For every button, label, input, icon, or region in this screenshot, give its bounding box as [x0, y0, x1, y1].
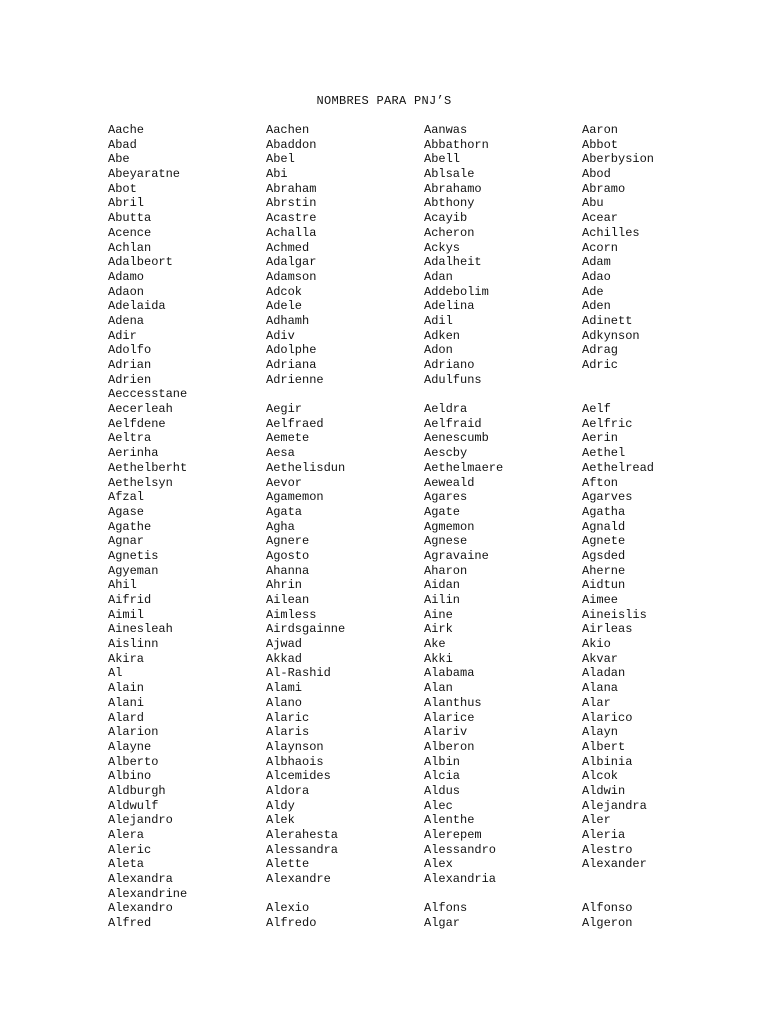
- name-cell: Aleric: [108, 842, 152, 857]
- name-cell: Agathe: [108, 519, 152, 534]
- name-cell: Ake: [424, 637, 446, 652]
- name-cell: Abu: [582, 196, 604, 211]
- table-row: [108, 476, 740, 491]
- name-cell: Ablsale: [424, 167, 475, 182]
- name-cell: Abramo: [582, 181, 626, 196]
- name-cell: Alexander: [582, 857, 647, 872]
- table-row: [108, 681, 740, 696]
- name-cell: Acorn: [582, 240, 619, 255]
- name-cell: Aevor: [266, 475, 303, 490]
- name-cell: Alejandro: [108, 813, 173, 828]
- name-cell: Aldy: [266, 798, 295, 813]
- name-cell: [424, 387, 582, 402]
- name-cell: Alaric: [266, 710, 310, 725]
- name-cell: Adalbeort: [108, 255, 173, 270]
- name-cell: Acastre: [266, 211, 317, 226]
- name-cell: Alayne: [108, 739, 152, 754]
- name-cell: Alera: [108, 828, 145, 842]
- name-cell: Al: [108, 666, 123, 681]
- name-cell: Aimee: [582, 593, 619, 607]
- name-cell: Adelina: [424, 299, 475, 314]
- name-cell: Aeltra: [108, 431, 152, 446]
- name-cell: Abe: [108, 152, 130, 167]
- name-cell: Abad: [108, 137, 137, 152]
- name-cell: Abeyaratne: [108, 167, 181, 182]
- name-cell: Airk: [424, 622, 453, 637]
- name-cell: Ailean: [266, 593, 310, 607]
- table-row: [108, 431, 740, 446]
- name-cell: Agha: [266, 519, 295, 534]
- name-cell: Aberbysion: [582, 152, 655, 167]
- name-cell: Achlan: [108, 240, 152, 255]
- name-cell: Aethelmaere: [424, 460, 504, 475]
- name-cell: Albino: [108, 769, 152, 784]
- table-row: [108, 490, 740, 505]
- table-row: [108, 461, 740, 476]
- table-row: [108, 887, 740, 902]
- name-cell: [582, 373, 740, 388]
- table-row: [108, 196, 740, 211]
- name-cell: Akio: [582, 637, 611, 652]
- name-cell: Aidtun: [582, 578, 626, 593]
- table-row: [108, 843, 740, 858]
- names-table: [108, 123, 740, 931]
- table-row: [108, 343, 740, 358]
- name-cell: Adamson: [266, 269, 317, 284]
- name-cell: Adriana: [266, 358, 317, 372]
- name-cell: Agarves: [582, 490, 633, 505]
- name-cell: Alaris: [266, 725, 310, 740]
- name-cell: Agate: [424, 504, 461, 519]
- name-cell: Adolphe: [266, 343, 317, 358]
- name-cell: Algar: [424, 916, 461, 931]
- name-cell: Adele: [266, 299, 303, 314]
- name-cell: Alfredo: [266, 916, 317, 931]
- name-cell: Airdsgainne: [266, 622, 346, 637]
- name-cell: Ainesleah: [108, 622, 173, 637]
- name-cell: Albert: [582, 739, 626, 754]
- name-cell: Aden: [582, 299, 611, 314]
- name-cell: Adolfo: [108, 343, 152, 358]
- name-cell: Alard: [108, 710, 145, 725]
- name-cell: Abrstin: [266, 196, 317, 211]
- name-cell: Alessandro: [424, 842, 497, 857]
- name-cell: Alec: [424, 798, 453, 813]
- name-cell: Aladan: [582, 666, 626, 681]
- name-cell: Acear: [582, 211, 619, 226]
- name-cell: Akki: [424, 651, 453, 666]
- name-cell: Achilles: [582, 225, 640, 240]
- table-row: [108, 593, 740, 608]
- name-cell: [582, 872, 740, 887]
- name-cell: Aethelsyn: [108, 475, 173, 490]
- name-cell: Adalheit: [424, 255, 482, 270]
- table-row: [108, 622, 740, 637]
- name-cell: Agnere: [266, 534, 310, 549]
- name-cell: Agmemon: [424, 519, 475, 534]
- name-cell: Agnete: [582, 534, 626, 549]
- name-cell: Adam: [582, 255, 611, 270]
- name-cell: Acheron: [424, 225, 475, 240]
- name-cell: Alfred: [108, 916, 152, 931]
- name-cell: [582, 887, 740, 902]
- name-cell: Albinia: [582, 754, 633, 769]
- table-row: [108, 799, 740, 814]
- name-cell: Aemete: [266, 431, 310, 446]
- name-cell: Acayib: [424, 211, 468, 226]
- table-row: [108, 652, 740, 667]
- table-row: [108, 446, 740, 461]
- name-cell: Adaon: [108, 284, 145, 299]
- name-cell: Afzal: [108, 490, 145, 505]
- name-cell: Alenthe: [424, 813, 475, 828]
- name-cell: Abaddon: [266, 137, 317, 152]
- name-cell: Aldwin: [582, 783, 626, 798]
- table-row: [108, 857, 740, 872]
- name-cell: Aescby: [424, 446, 468, 461]
- name-cell: Alar: [582, 695, 611, 710]
- name-cell: [582, 387, 740, 402]
- name-cell: Agsded: [582, 548, 626, 563]
- table-row: [108, 564, 740, 579]
- name-cell: Ahil: [108, 578, 137, 593]
- name-cell: Adamo: [108, 269, 145, 284]
- name-cell: Adric: [582, 358, 619, 372]
- name-cell: Ackys: [424, 240, 461, 255]
- name-cell: Akvar: [582, 651, 619, 666]
- table-row: [108, 769, 740, 784]
- name-cell: Adiv: [266, 328, 295, 343]
- name-cell: Alcemides: [266, 769, 331, 784]
- table-row: [108, 241, 740, 256]
- name-cell: Addebolim: [424, 284, 489, 299]
- name-cell: Alberon: [424, 739, 475, 754]
- table-row: [108, 123, 740, 138]
- name-cell: Ahrin: [266, 578, 303, 593]
- name-cell: Alexandria: [424, 872, 497, 887]
- name-cell: Alerahesta: [266, 828, 339, 842]
- name-cell: Agatha: [582, 504, 626, 519]
- name-cell: Aelfric: [582, 416, 633, 431]
- name-cell: Alberto: [108, 754, 159, 769]
- table-row: [108, 608, 740, 623]
- name-cell: Aleta: [108, 857, 145, 872]
- name-cell: Adkynson: [582, 328, 640, 343]
- table-row: [108, 740, 740, 755]
- name-cell: Alaynson: [266, 739, 324, 754]
- table-row: [108, 255, 740, 270]
- name-cell: Alain: [108, 681, 145, 696]
- name-cell: Alex: [424, 857, 453, 872]
- name-cell: Alabama: [424, 666, 475, 681]
- table-row: [108, 226, 740, 241]
- name-cell: Aldburgh: [108, 783, 166, 798]
- name-cell: Aethelread: [582, 460, 655, 475]
- name-cell: Alexandre: [266, 872, 331, 887]
- name-cell: Adhamh: [266, 313, 310, 328]
- name-cell: Ade: [582, 284, 604, 299]
- name-cell: Agata: [266, 504, 303, 519]
- name-cell: Albin: [424, 754, 461, 769]
- table-row: [108, 828, 740, 843]
- name-cell: Abutta: [108, 211, 152, 226]
- name-cell: Adcok: [266, 284, 303, 299]
- name-cell: Aldus: [424, 783, 461, 798]
- name-cell: Aethelberht: [108, 460, 188, 475]
- name-cell: Aelfdene: [108, 416, 166, 431]
- table-row: [108, 505, 740, 520]
- name-cell: Adir: [108, 328, 137, 343]
- name-cell: Adelaida: [108, 299, 166, 314]
- table-row: [108, 329, 740, 344]
- name-cell: Agnar: [108, 534, 145, 549]
- name-cell: Abi: [266, 167, 288, 182]
- table-row: [108, 711, 740, 726]
- name-cell: Aeweald: [424, 475, 475, 490]
- table-row: [108, 373, 740, 388]
- name-cell: Aesa: [266, 446, 295, 461]
- name-cell: Aachen: [266, 123, 310, 137]
- name-cell: Alarice: [424, 710, 475, 725]
- name-cell: Adulfuns: [424, 372, 482, 387]
- table-row: [108, 755, 740, 770]
- name-cell: Aherne: [582, 563, 626, 578]
- name-cell: Adalgar: [266, 255, 317, 270]
- name-cell: Aenescumb: [424, 431, 489, 446]
- name-cell: Alek: [266, 813, 295, 828]
- name-cell: Abel: [266, 152, 295, 167]
- name-cell: Alana: [582, 681, 619, 696]
- name-cell: Alcok: [582, 769, 619, 784]
- table-row: [108, 520, 740, 535]
- name-cell: Alcia: [424, 769, 461, 784]
- name-cell: Aidan: [424, 578, 461, 593]
- name-cell: Abbot: [582, 137, 619, 152]
- name-cell: Agamemon: [266, 490, 324, 505]
- name-cell: Alanthus: [424, 695, 482, 710]
- name-cell: Aelf: [582, 402, 611, 417]
- name-cell: Alarico: [582, 710, 633, 725]
- name-cell: Aache: [108, 123, 145, 137]
- table-row: [108, 314, 740, 329]
- name-cell: Adon: [424, 343, 453, 358]
- table-row: [108, 402, 740, 417]
- name-cell: Ajwad: [266, 637, 303, 652]
- name-cell: Alette: [266, 857, 310, 872]
- name-cell: Aecerleah: [108, 402, 173, 417]
- name-cell: Aldora: [266, 783, 310, 798]
- table-row: [108, 299, 740, 314]
- name-cell: [266, 387, 424, 402]
- table-row: [108, 916, 740, 931]
- name-cell: Aislinn: [108, 637, 159, 652]
- name-cell: [266, 887, 424, 902]
- name-cell: Aimil: [108, 607, 145, 622]
- table-row: [108, 534, 740, 549]
- name-cell: Abot: [108, 181, 137, 196]
- table-row: [108, 182, 740, 197]
- table-row: [108, 637, 740, 652]
- name-cell: Adrian: [108, 358, 152, 372]
- table-row: [108, 784, 740, 799]
- name-cell: Agosto: [266, 548, 310, 563]
- name-cell: Aerinha: [108, 446, 159, 461]
- name-cell: Agnald: [582, 519, 626, 534]
- name-cell: Aimless: [266, 607, 317, 622]
- name-cell: Alexandro: [108, 901, 173, 916]
- name-cell: Adriano: [424, 358, 475, 372]
- table-row: [108, 578, 740, 593]
- document-title: NOMBRES PARA PNJ’S: [316, 94, 452, 108]
- name-cell: Alarion: [108, 725, 159, 740]
- name-cell: Abraham: [266, 181, 317, 196]
- table-row: [108, 813, 740, 828]
- name-cell: Alexandra: [108, 872, 173, 887]
- table-row: [108, 725, 740, 740]
- name-cell: Ahanna: [266, 563, 310, 578]
- name-cell: Agnese: [424, 534, 468, 549]
- name-cell: Aaron: [582, 123, 619, 137]
- name-cell: Agyeman: [108, 563, 159, 578]
- table-row: [108, 167, 740, 182]
- name-cell: Alexandrine: [108, 886, 188, 901]
- name-cell: Abril: [108, 196, 145, 211]
- name-cell: Airleas: [582, 622, 633, 637]
- name-cell: Alfons: [424, 901, 468, 916]
- name-cell: Aelfraid: [424, 416, 482, 431]
- table-row: [108, 549, 740, 564]
- name-cell: Abod: [582, 167, 611, 182]
- name-cell: Aler: [582, 813, 611, 828]
- table-row: [108, 285, 740, 300]
- name-cell: Aifrid: [108, 593, 152, 607]
- name-cell: Alexio: [266, 901, 310, 916]
- table-row: [108, 666, 740, 681]
- table-row: [108, 152, 740, 167]
- table-row: [108, 270, 740, 285]
- name-cell: Akira: [108, 651, 145, 666]
- name-cell: Aleria: [582, 828, 626, 842]
- name-cell: Algeron: [582, 916, 633, 931]
- name-cell: Aeldra: [424, 402, 468, 417]
- name-cell: Adena: [108, 313, 145, 328]
- name-cell: Adao: [582, 269, 611, 284]
- name-cell: Alan: [424, 681, 453, 696]
- name-cell: Alano: [266, 695, 303, 710]
- name-cell: Akkad: [266, 651, 303, 666]
- name-cell: Alayn: [582, 725, 619, 740]
- name-cell: Alestro: [582, 842, 633, 857]
- name-cell: Abbathorn: [424, 137, 489, 152]
- name-cell: Achalla: [266, 225, 317, 240]
- table-row: [108, 138, 740, 153]
- name-cell: Agnetis: [108, 548, 159, 563]
- name-cell: Aerin: [582, 431, 619, 446]
- name-cell: Aanwas: [424, 123, 468, 137]
- name-cell: Adken: [424, 328, 461, 343]
- name-cell: Aethelisdun: [266, 460, 346, 475]
- name-cell: Ailin: [424, 593, 461, 607]
- name-cell: Agravaine: [424, 548, 489, 563]
- name-cell: Albhaois: [266, 754, 324, 769]
- table-row: [108, 211, 740, 226]
- name-cell: Adan: [424, 269, 453, 284]
- name-cell: Abthony: [424, 196, 475, 211]
- name-cell: Aharon: [424, 563, 468, 578]
- name-cell: [424, 887, 582, 902]
- name-cell: Aegir: [266, 402, 303, 417]
- name-cell: Adil: [424, 313, 453, 328]
- name-cell: Aine: [424, 607, 453, 622]
- name-cell: Aineislis: [582, 607, 647, 622]
- table-row: [108, 417, 740, 432]
- name-cell: Alani: [108, 695, 145, 710]
- name-cell: Acence: [108, 225, 152, 240]
- table-row: [108, 387, 740, 402]
- name-cell: Achmed: [266, 240, 310, 255]
- name-cell: Adrag: [582, 343, 619, 358]
- table-row: [108, 872, 740, 887]
- name-cell: Aeccesstane: [108, 387, 188, 402]
- name-cell: Aldwulf: [108, 798, 159, 813]
- name-cell: Aelfraed: [266, 416, 324, 431]
- name-cell: Alejandra: [582, 798, 647, 813]
- name-cell: Adrienne: [266, 372, 324, 387]
- name-cell: Alessandra: [266, 842, 339, 857]
- name-cell: Adrien: [108, 372, 152, 387]
- name-cell: Abell: [424, 152, 461, 167]
- name-cell: Agase: [108, 504, 145, 519]
- name-cell: Al-Rashid: [266, 666, 331, 681]
- name-cell: Aethel: [582, 446, 626, 461]
- name-cell: Abrahamo: [424, 181, 482, 196]
- table-row: [108, 901, 740, 916]
- name-cell: Agares: [424, 490, 468, 505]
- names-table-body: [108, 123, 740, 931]
- name-cell: Alfonso: [582, 901, 633, 916]
- name-cell: Afton: [582, 475, 619, 490]
- name-cell: Alerepem: [424, 828, 482, 842]
- name-cell: Alami: [266, 681, 303, 696]
- table-row: [108, 696, 740, 711]
- name-cell: Alariv: [424, 725, 468, 740]
- name-cell: Adinett: [582, 313, 633, 328]
- table-row: [108, 358, 740, 373]
